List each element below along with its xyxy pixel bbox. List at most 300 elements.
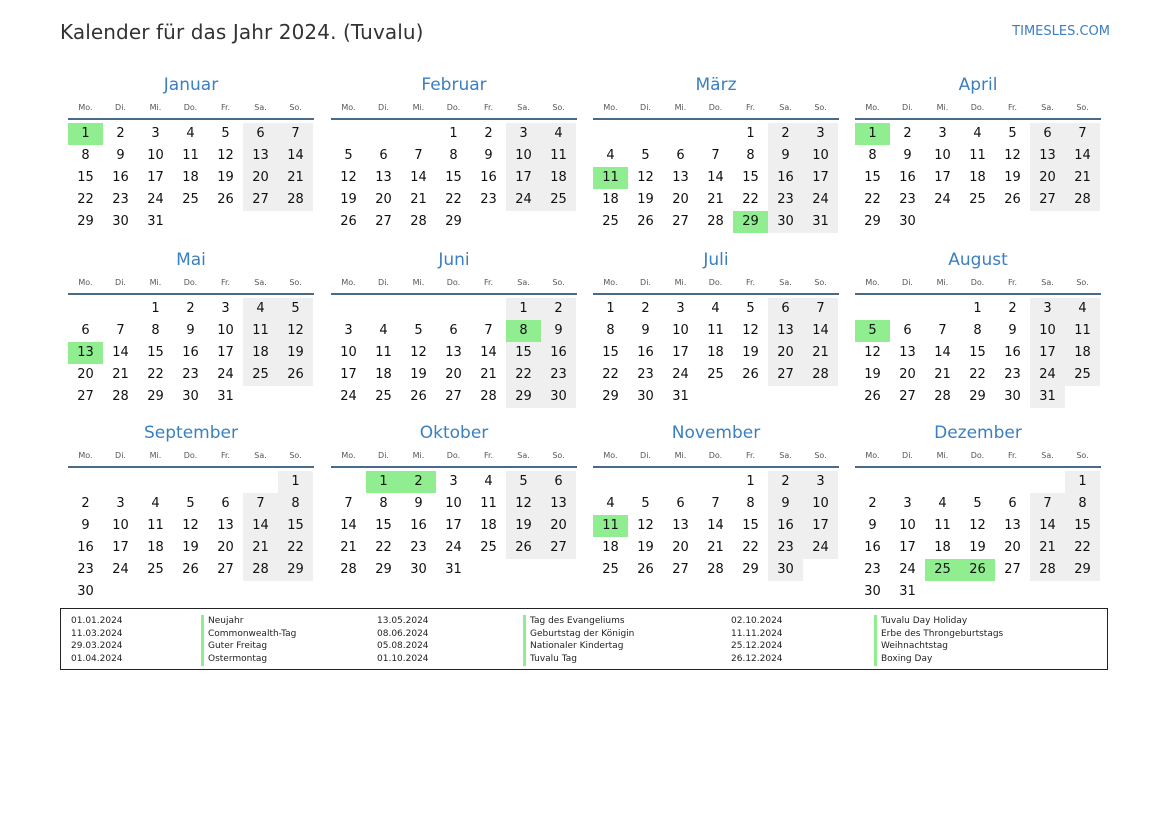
day-cell: 15 [742, 170, 759, 185]
legend-dates-col [731, 615, 783, 666]
day-cell: 24 [445, 540, 462, 555]
weekday-label: So. [552, 103, 565, 112]
day-cell: 24 [803, 189, 838, 211]
day-cell: 25 [1065, 364, 1100, 386]
day-cell: 5 [641, 148, 650, 163]
day-cell: 17 [1030, 342, 1065, 364]
day-cell: 10 [506, 145, 541, 167]
day-cell: 19 [637, 192, 654, 207]
month-name: Januar [163, 75, 219, 95]
day-cell: 1 [151, 301, 160, 316]
month-3 [593, 75, 839, 255]
month-header-rule [68, 466, 314, 468]
day-cell: 2 [768, 123, 803, 145]
day-cell: 10 [147, 148, 164, 163]
day-cell: 13 [375, 170, 392, 185]
legend-date: 25.12.2024 [731, 641, 783, 652]
day-cell: 17 [934, 170, 951, 185]
weekday-label: Sa. [779, 103, 792, 112]
weekday-label: Mi. [936, 103, 949, 112]
month-header-rule [593, 466, 839, 468]
day-cell: 13 [1004, 518, 1021, 533]
day-cell: 15 [742, 518, 759, 533]
day-cell: 8 [449, 148, 458, 163]
day-cell: 16 [182, 345, 199, 360]
day-cell: 11 [934, 518, 951, 533]
day-cell: 17 [217, 345, 234, 360]
day-cell: 11 [707, 323, 724, 338]
day-cell: 8 [973, 323, 982, 338]
day-cell: 27 [375, 214, 392, 229]
day-cell: 28 [1030, 559, 1065, 581]
day-cell: 10 [112, 518, 129, 533]
day-cell: 13 [217, 518, 234, 533]
holiday-cell: 13 [68, 342, 103, 364]
day-cell: 3 [938, 126, 947, 141]
month-name: August [948, 250, 1008, 270]
day-cell: 19 [278, 342, 313, 364]
day-cell: 18 [541, 167, 576, 189]
day-cell: 5 [641, 496, 650, 511]
month-10 [331, 423, 577, 603]
weekday-label: Di. [378, 451, 389, 460]
day-cell: 16 [768, 167, 803, 189]
legend-names-col [874, 615, 1003, 666]
day-cell: 17 [445, 518, 462, 533]
day-cell: 9 [116, 148, 125, 163]
weekday-label: Mi. [149, 278, 162, 287]
day-cell: 24 [899, 562, 916, 577]
legend-holiday-name: Geburtstag der Königin [523, 628, 634, 641]
day-cell: 18 [243, 342, 278, 364]
day-cell: 27 [899, 389, 916, 404]
day-cell: 4 [711, 301, 720, 316]
day-cell: 27 [1004, 562, 1021, 577]
day-cell: 6 [221, 496, 230, 511]
day-cell: 10 [340, 345, 357, 360]
day-cell: 6 [676, 148, 685, 163]
legend-holiday-name: Ostermontag [201, 653, 296, 666]
weekday-label: Di. [378, 278, 389, 287]
weekday-label: Mo. [603, 103, 618, 112]
weekday-label: Mo. [341, 278, 356, 287]
day-cell: 9 [484, 148, 493, 163]
day-cell: 2 [903, 126, 912, 141]
day-cell: 23 [410, 540, 427, 555]
day-cell: 5 [1008, 126, 1017, 141]
day-cell: 8 [868, 148, 877, 163]
day-cell: 19 [217, 170, 234, 185]
day-cell: 26 [340, 214, 357, 229]
day-cell: 12 [182, 518, 199, 533]
weekday-label: Mo. [341, 103, 356, 112]
day-cell: 2 [81, 496, 90, 511]
day-cell: 31 [217, 389, 234, 404]
day-cell: 21 [707, 192, 724, 207]
day-cell: 14 [278, 145, 313, 167]
day-cell: 18 [480, 518, 497, 533]
day-cell: 23 [480, 192, 497, 207]
weekday-label: Mi. [674, 451, 687, 460]
day-cell: 13 [899, 345, 916, 360]
day-cell: 7 [116, 323, 125, 338]
weekday-label: Do. [183, 103, 198, 112]
day-cell: 27 [243, 189, 278, 211]
day-cell: 8 [151, 323, 160, 338]
month-name: September [144, 423, 238, 443]
day-cell: 23 [1004, 367, 1021, 382]
weekday-label: Sa. [779, 451, 792, 460]
weekday-label: Mi. [936, 451, 949, 460]
day-cell: 4 [379, 323, 388, 338]
day-cell: 15 [445, 170, 462, 185]
day-cell: 28 [243, 559, 278, 581]
day-cell: 14 [243, 515, 278, 537]
day-cell: 4 [541, 123, 576, 145]
day-cell: 9 [641, 323, 650, 338]
day-cell: 30 [768, 559, 803, 581]
day-cell: 15 [375, 518, 392, 533]
day-cell: 14 [1065, 145, 1100, 167]
day-cell: 11 [541, 145, 576, 167]
weekday-label: So. [289, 451, 302, 460]
legend-date: 29.03.2024 [71, 641, 123, 652]
legend-date: 05.08.2024 [377, 641, 429, 652]
day-cell: 29 [742, 562, 759, 577]
weekday-label: Do. [708, 451, 723, 460]
legend-holiday-name: Boxing Day [874, 653, 1003, 666]
day-cell: 9 [541, 320, 576, 342]
day-cell: 6 [541, 471, 576, 493]
weekday-label: So. [552, 451, 565, 460]
day-cell: 24 [672, 367, 689, 382]
day-cell: 7 [803, 298, 838, 320]
day-cell: 13 [672, 170, 689, 185]
day-cell: 17 [506, 167, 541, 189]
day-cell: 18 [602, 540, 619, 555]
day-cell: 27 [768, 364, 803, 386]
holiday-cell: 1 [855, 123, 890, 145]
day-cell: 26 [410, 389, 427, 404]
legend-holiday-name: Guter Freitag [201, 640, 296, 653]
day-cell: 8 [746, 496, 755, 511]
day-cell: 12 [742, 323, 759, 338]
weekday-label: Mo. [603, 278, 618, 287]
day-cell: 21 [410, 192, 427, 207]
weekday-label: Fr. [1007, 278, 1018, 287]
weekday-label: Fr. [220, 451, 231, 460]
day-cell: 5 [221, 126, 230, 141]
legend-date: 02.10.2024 [731, 616, 783, 626]
day-cell: 5 [973, 496, 982, 511]
day-cell: 9 [81, 518, 90, 533]
day-cell: 2 [186, 301, 195, 316]
weekday-label: Do. [183, 278, 198, 287]
day-cell: 14 [934, 345, 951, 360]
day-cell: 25 [969, 192, 986, 207]
legend-holiday-name: Tuvalu Tag [523, 653, 634, 666]
day-cell: 26 [742, 367, 759, 382]
day-cell: 17 [147, 170, 164, 185]
month-header-rule [855, 293, 1101, 295]
holiday-cell: 29 [733, 211, 768, 233]
day-cell: 21 [278, 167, 313, 189]
day-cell: 3 [1030, 298, 1065, 320]
weekday-label: Sa. [254, 103, 267, 112]
day-cell: 24 [147, 192, 164, 207]
holiday-legend [60, 608, 1108, 670]
day-cell: 9 [903, 148, 912, 163]
day-cell: 6 [243, 123, 278, 145]
day-cell: 4 [938, 496, 947, 511]
month-8 [855, 250, 1101, 430]
day-cell: 13 [768, 320, 803, 342]
day-cell: 28 [1065, 189, 1100, 211]
day-cell: 30 [768, 211, 803, 233]
legend-holiday-name: Commonwealth-Tag [201, 628, 296, 641]
day-cell: 22 [278, 537, 313, 559]
day-cell: 20 [768, 342, 803, 364]
day-cell: 4 [484, 474, 493, 489]
day-cell: 19 [410, 367, 427, 382]
legend-holiday-name: Tag des Evangeliums [523, 615, 634, 628]
day-cell: 20 [77, 367, 94, 382]
day-cell: 10 [1030, 320, 1065, 342]
legend-holiday-name: Nationaler Kindertag [523, 640, 634, 653]
day-cell: 16 [899, 170, 916, 185]
day-cell: 27 [672, 214, 689, 229]
day-cell: 22 [1065, 537, 1100, 559]
weekday-label: Fr. [745, 103, 756, 112]
weekday-label: Fr. [483, 451, 494, 460]
day-cell: 13 [243, 145, 278, 167]
day-cell: 21 [1030, 537, 1065, 559]
day-cell: 14 [803, 320, 838, 342]
day-cell: 12 [969, 518, 986, 533]
weekday-label: So. [1076, 103, 1089, 112]
day-cell: 18 [375, 367, 392, 382]
day-cell: 8 [1065, 493, 1100, 515]
day-cell: 26 [637, 214, 654, 229]
weekday-label: Mo. [78, 278, 93, 287]
day-cell: 15 [864, 170, 881, 185]
day-cell: 28 [803, 364, 838, 386]
day-cell: 12 [217, 148, 234, 163]
day-cell: 26 [864, 389, 881, 404]
day-cell: 29 [969, 389, 986, 404]
day-cell: 15 [77, 170, 94, 185]
month-name: Mai [176, 250, 206, 270]
day-cell: 28 [934, 389, 951, 404]
legend-date: 01.10.2024 [377, 654, 429, 665]
day-cell: 16 [541, 342, 576, 364]
day-cell: 18 [934, 540, 951, 555]
day-cell: 29 [147, 389, 164, 404]
day-cell: 10 [803, 145, 838, 167]
weekday-label: Sa. [517, 278, 530, 287]
day-cell: 29 [445, 214, 462, 229]
day-cell: 2 [541, 298, 576, 320]
day-cell: 27 [217, 562, 234, 577]
weekday-label: Do. [446, 103, 461, 112]
month-12 [855, 423, 1101, 603]
weekday-label: Mi. [674, 103, 687, 112]
day-cell: 22 [969, 367, 986, 382]
day-cell: 24 [803, 537, 838, 559]
day-cell: 6 [81, 323, 90, 338]
day-cell: 20 [1030, 167, 1065, 189]
day-cell: 31 [803, 211, 838, 233]
day-cell: 10 [899, 518, 916, 533]
day-cell: 20 [243, 167, 278, 189]
day-cell: 7 [414, 148, 423, 163]
weekday-label: Mo. [865, 451, 880, 460]
weekday-label: Di. [640, 278, 651, 287]
month-5 [68, 250, 314, 430]
day-cell: 23 [637, 367, 654, 382]
day-cell: 18 [1065, 342, 1100, 364]
day-cell: 11 [243, 320, 278, 342]
month-1 [68, 75, 314, 255]
day-cell: 28 [707, 214, 724, 229]
weekday-label: Mo. [865, 103, 880, 112]
day-cell: 11 [1065, 320, 1100, 342]
day-cell: 6 [379, 148, 388, 163]
day-cell: 24 [112, 562, 129, 577]
day-cell: 10 [217, 323, 234, 338]
day-cell: 25 [541, 189, 576, 211]
day-cell: 31 [445, 562, 462, 577]
day-cell: 9 [868, 518, 877, 533]
month-name: März [695, 75, 737, 95]
day-cell: 8 [81, 148, 90, 163]
weekday-label: Mo. [865, 278, 880, 287]
day-cell: 11 [182, 148, 199, 163]
day-cell: 30 [1004, 389, 1021, 404]
day-cell: 30 [77, 584, 94, 599]
day-cell: 20 [672, 540, 689, 555]
day-cell: 2 [1008, 301, 1017, 316]
weekday-label: Sa. [254, 451, 267, 460]
day-cell: 14 [340, 518, 357, 533]
day-cell: 3 [803, 123, 838, 145]
day-cell: 20 [445, 367, 462, 382]
legend-holiday-name: Erbe des Throngeburtstags [874, 628, 1003, 641]
day-cell: 6 [676, 496, 685, 511]
month-name: April [958, 75, 998, 95]
weekday-label: Fr. [483, 103, 494, 112]
month-header-rule [593, 293, 839, 295]
day-cell: 26 [506, 537, 541, 559]
day-cell: 2 [868, 496, 877, 511]
holiday-cell: 1 [68, 123, 103, 145]
day-cell: 23 [864, 562, 881, 577]
day-cell: 12 [1004, 148, 1021, 163]
legend-dates-col [71, 615, 123, 666]
weekday-label: Mo. [78, 103, 93, 112]
day-cell: 26 [1004, 192, 1021, 207]
day-cell: 3 [449, 474, 458, 489]
month-header-rule [331, 466, 577, 468]
day-cell: 30 [541, 386, 576, 408]
legend-holiday-name: Tuvalu Day Holiday [874, 615, 1003, 628]
month-header-rule [593, 118, 839, 120]
day-cell: 17 [803, 515, 838, 537]
day-cell: 20 [672, 192, 689, 207]
day-cell: 19 [506, 515, 541, 537]
day-cell: 3 [903, 496, 912, 511]
day-cell: 12 [637, 170, 654, 185]
day-cell: 9 [1008, 323, 1017, 338]
day-cell: 21 [934, 367, 951, 382]
holiday-cell: 11 [593, 515, 628, 537]
day-cell: 31 [1030, 386, 1065, 408]
day-cell: 25 [480, 540, 497, 555]
month-name: Juli [703, 250, 729, 270]
weekday-label: So. [814, 451, 827, 460]
legend-dates-col [377, 615, 429, 666]
day-cell: 21 [1065, 167, 1100, 189]
weekday-label: Mi. [412, 451, 425, 460]
weekday-label: Fr. [220, 278, 231, 287]
day-cell: 3 [676, 301, 685, 316]
day-cell: 23 [77, 562, 94, 577]
day-cell: 4 [1065, 298, 1100, 320]
day-cell: 17 [803, 167, 838, 189]
day-cell: 24 [340, 389, 357, 404]
day-cell: 22 [742, 540, 759, 555]
day-cell: 21 [243, 537, 278, 559]
weekday-label: Do. [970, 451, 985, 460]
weekday-label: So. [1076, 278, 1089, 287]
month-4 [855, 75, 1101, 255]
holiday-cell: 1 [366, 471, 401, 493]
day-cell: 8 [606, 323, 615, 338]
day-cell: 1 [449, 126, 458, 141]
legend-names-col [523, 615, 634, 666]
day-cell: 3 [116, 496, 125, 511]
day-cell: 18 [969, 170, 986, 185]
weekday-label: Mi. [674, 278, 687, 287]
weekday-label: Mo. [603, 451, 618, 460]
day-cell: 22 [77, 192, 94, 207]
holiday-cell: 11 [593, 167, 628, 189]
weekday-label: Sa. [1041, 278, 1054, 287]
day-cell: 17 [672, 345, 689, 360]
month-header-rule [68, 293, 314, 295]
day-cell: 6 [449, 323, 458, 338]
day-cell: 5 [186, 496, 195, 511]
day-cell: 24 [934, 192, 951, 207]
day-cell: 20 [217, 540, 234, 555]
page-title: Kalender für das Jahr 2024. (Tuvalu) [60, 20, 424, 44]
day-cell: 2 [116, 126, 125, 141]
legend-names-col [201, 615, 296, 666]
day-cell: 20 [375, 192, 392, 207]
day-cell: 9 [768, 493, 803, 515]
day-cell: 23 [899, 192, 916, 207]
day-cell: 27 [77, 389, 94, 404]
legend-date: 01.04.2024 [71, 654, 123, 665]
day-cell: 30 [182, 389, 199, 404]
day-cell: 16 [480, 170, 497, 185]
brand-link[interactable]: TIMESLES.COM [1012, 24, 1110, 39]
day-cell: 13 [445, 345, 462, 360]
day-cell: 29 [278, 559, 313, 581]
day-cell: 28 [112, 389, 129, 404]
day-cell: 26 [217, 192, 234, 207]
day-cell: 6 [1030, 123, 1065, 145]
